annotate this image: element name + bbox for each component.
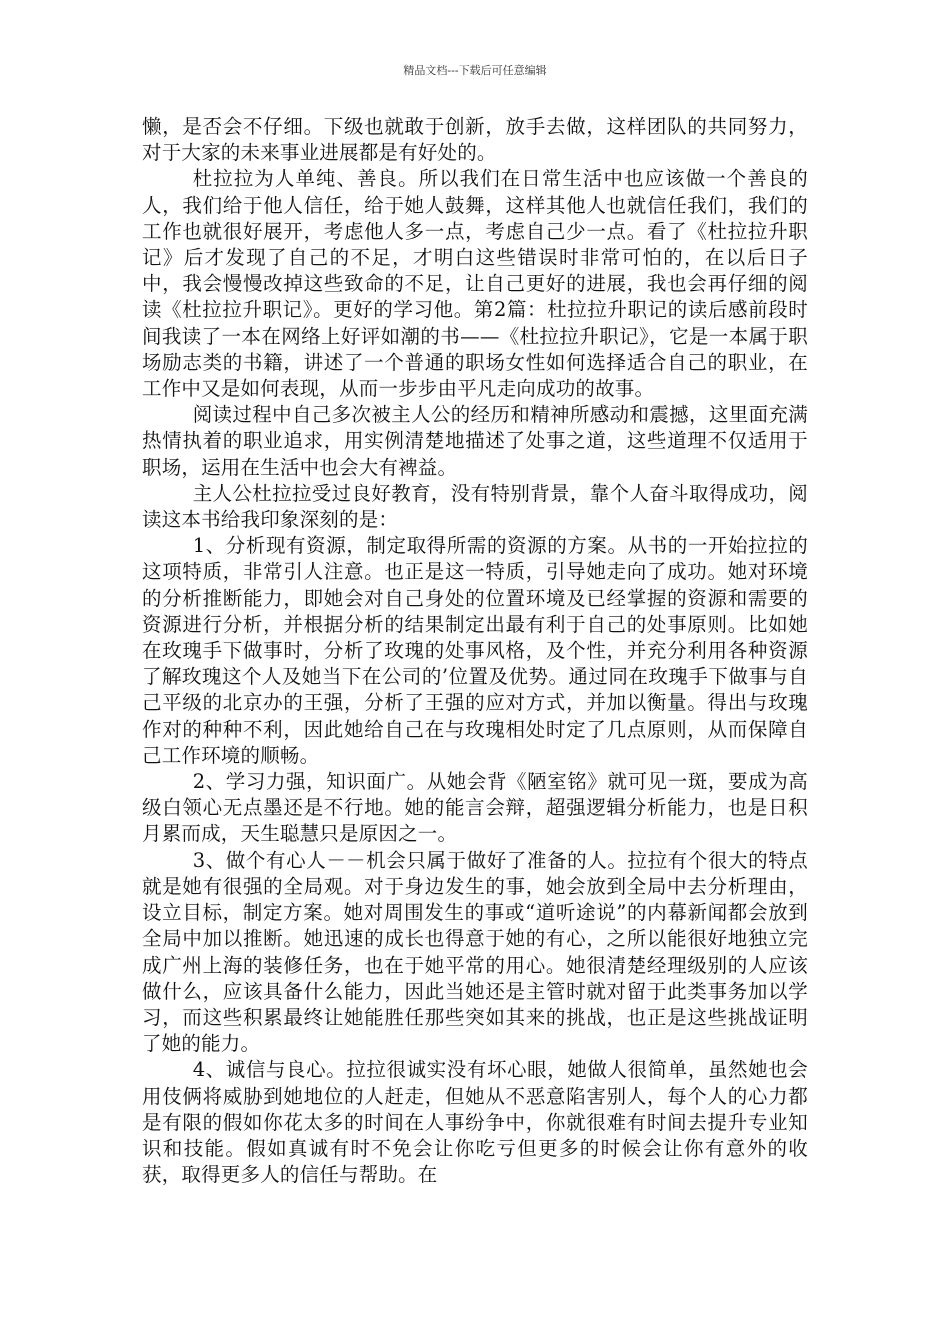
paragraph-5: 1、分析现有资源，制定取得所需的资源的方案。从书的一开始拉拉的这项特质，非常引人注意。也正是这一特质，引导她走向了成功。她对环境的分析推断能力，即她会对自己身处的位置环境及已经掌握的资源和需要的资源进行分析，并根据分析的结果制定出最有利于自己的处事原则。比如她在玫瑰手下做事时，分析了玫瑰的处事风格，及个性，并充分利用各种资源了解玫瑰这个人及她当下在公司的’位置及优势。通过同在玫瑰手下做事与自己平级的北京办的王强，分析了王强的应对方式，并加以衡量。得出与玫瑰作对的种种不利，因此她给自己在与玫瑰相处时定了几点原则，从而保障自己工作环境的顺畅。 xyxy=(142,534,808,767)
paragraph-8: 4、诚信与良心。拉拉很诚实没有坏心眼，她做人很简单，虽然她也会用伎俩将威胁到她地位的人赶走，但她从不恶意陷害别人，每个人的心力都是有限的假如你花太多的时间在人事纷争中，你就很难有时间去提升专业知识和技能。假如真诚有时不免会让你吃亏但更多的时候会让你有意外的收获，取得更多人的信任与帮助。在 xyxy=(142,1058,808,1187)
paragraph-3: 阅读过程中自己多次被主人公的经历和精神所感动和震撼，这里面充满热情执着的职业追求，用实例清楚地描述了处事之道，这些道理不仅适用于职场，运用在生活中也会大有裨益。 xyxy=(142,403,808,479)
paragraph-4: 主人公杜拉拉受过良好教育，没有特别背景，靠个人奋斗取得成功，阅读这本书给我印象深刻的是： xyxy=(142,481,808,532)
paragraph-2: 杜拉拉为人单纯、善良。所以我们在日常生活中也应该做一个善良的人，我们给于他人信任，给于她人鼓舞，这样其他人也就信任我们，我们的工作也就很好展开，考虑他人多一点，考虑自己少一点。看了《杜拉拉升职记》后才发现了自己的不足，才明白这些错误时非常可怕的，在以后日子中，我会慢慢改掉这些致命的不足，让自己更好的进展，我也会再仔细的阅读《杜拉拉升职记》。更好的学习他。第2篇：杜拉拉升职记的读后感前段时间我读了一本在网络上好评如潮的书——《杜拉拉升职记》，它是一本属于职场励志类的书籍，讲述了一个普通的职场女性如何选择适合自己的职业，在工作中又是如何表现，从而一步步由平凡走向成功的故事。 xyxy=(142,167,808,401)
document-body xyxy=(142,114,808,1188)
paragraph-6: 2、学习力强，知识面广。从她会背《陋室铭》就可见一斑，要成为高级白领心无点墨还是不行地。她的能言会辩，超强逻辑分析能力，也是日积月累而成，天生聪慧只是原因之一。 xyxy=(142,770,808,846)
page-header: 精品文档---下载后可任意编辑 xyxy=(403,64,547,77)
paragraph-1: 懒，是否会不仔细。下级也就敢于创新，放手去做，这样团队的共同努力，对于大家的未来事业进展都是有好处的。 xyxy=(142,115,808,165)
paragraph-7: 3、做个有心人－－机会只属于做好了准备的人。拉拉有个很大的特点就是她有很强的全局观。对于身边发生的事，她会放到全局中去分析理由，设立目标，制定方案。她对周围发生的事或“道听途说”的内幕新闻都会放到全局中加以推断。她迅速的成长也得意于她的有心，之所以能很好地独立完成广州上海的装修任务，也在于她平常的用心。她很清楚经理级别的人应该做什么，应该具备什么能力，因此当她还是主管时就对留于此类事务加以学习，而这些积累最终让她能胜任那些突如其来的挑战，也正是这些挑战证明了她的能力。 xyxy=(142,848,808,1056)
